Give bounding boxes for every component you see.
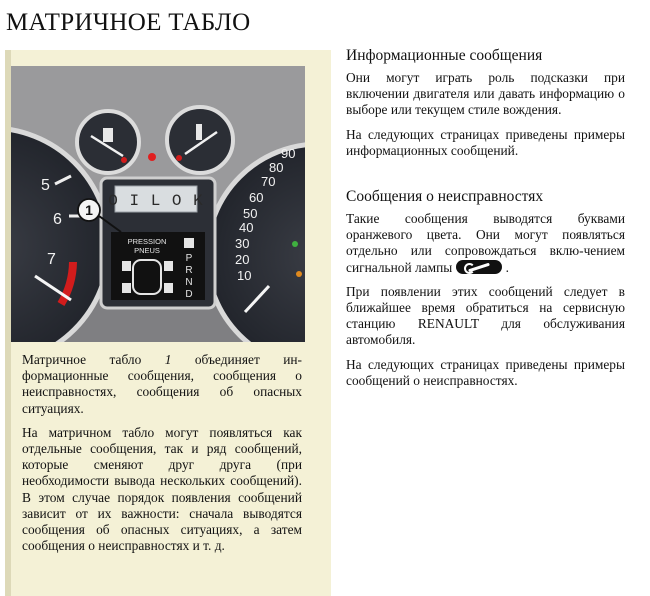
fault-paragraph-2: При появлении этих сообщений следует в ближайшее время обратиться на сервисную станцию RENAULT для обслуживания автомобиля. (346, 283, 625, 348)
speedo-tick-70: 70 (261, 174, 276, 189)
gear-N: N (185, 277, 193, 288)
speedo-tick-90: 90 (281, 146, 296, 161)
right-column (346, 46, 625, 397)
callout-number: 1 (85, 202, 93, 218)
callout-reference: 1 (164, 352, 172, 367)
speedo-tick-80: 80 (269, 160, 284, 175)
spanner-icon (456, 260, 502, 274)
pressure-label-2: PNEUS (134, 246, 160, 255)
speedo-tick-10: 10 (237, 268, 252, 283)
gear-R: R (185, 265, 193, 276)
left-paragraph-2: На матричном табло могут появляться как отдельные сообщения, так и ряд сообщений, которые сменяют друг друга (при необходимости вывода нескольких сообщений). В этом случае порядок появления сообщений зависит от их важности: сначала выводятся сообщения об опасных ситуациях, а затем сообщения о неисправностях и т. д. (22, 424, 302, 554)
speedo-tick-60: 60 (249, 190, 264, 205)
speedo-tick-20: 20 (235, 252, 250, 267)
tacho-tick-6: 6 (53, 211, 62, 228)
page-title: МАТРИЧНОЕ ТАБЛО (6, 9, 251, 36)
dashboard-illustration (11, 66, 305, 342)
fuel-gauge (77, 111, 139, 173)
section-heading-faults: Сообщения о неисправностях (346, 188, 544, 206)
tacho-tick-5: 5 (41, 177, 50, 194)
gear-D: D (185, 289, 193, 300)
left-body-text (22, 352, 302, 562)
center-warning-dot (148, 153, 156, 161)
speedo-tick-50: 50 (243, 206, 258, 221)
tacho-tick-7: 7 (47, 251, 56, 268)
speedo-tick-30: 30 (235, 236, 250, 251)
temperature-gauge (167, 107, 233, 173)
speedo-tick-40: 40 (239, 220, 254, 235)
pressure-label-1: PRESSION (127, 237, 167, 246)
fault-paragraph-3: На следующих страницах приведены примеры сообщений о неисправностях. (346, 356, 625, 388)
dashboard-figure (11, 66, 305, 342)
display-text: O I L O K (108, 192, 204, 210)
info-paragraph-2: На следующих страницах приведены примеры информационных сообщений. (346, 126, 625, 158)
gear-P: P (185, 253, 193, 264)
info-paragraph-1: Они могут играть роль подсказки при включении двигателя или давать информацию о выборе или текущем стиле вождения. (346, 70, 625, 118)
fault-paragraph-1: Такие сообщения выводятся буквами оранжевого цвета. Они могут появляться отдельно или сопровождаться вклю-чением сигнальной лампы . (346, 211, 625, 275)
section-heading-info: Информационные сообщения (346, 47, 543, 64)
left-paragraph-1: Матричное табло 1 объединяет ин-формационные сообщения, сообщения о неисправностях, сообщения об опасных ситуациях. (22, 352, 302, 416)
